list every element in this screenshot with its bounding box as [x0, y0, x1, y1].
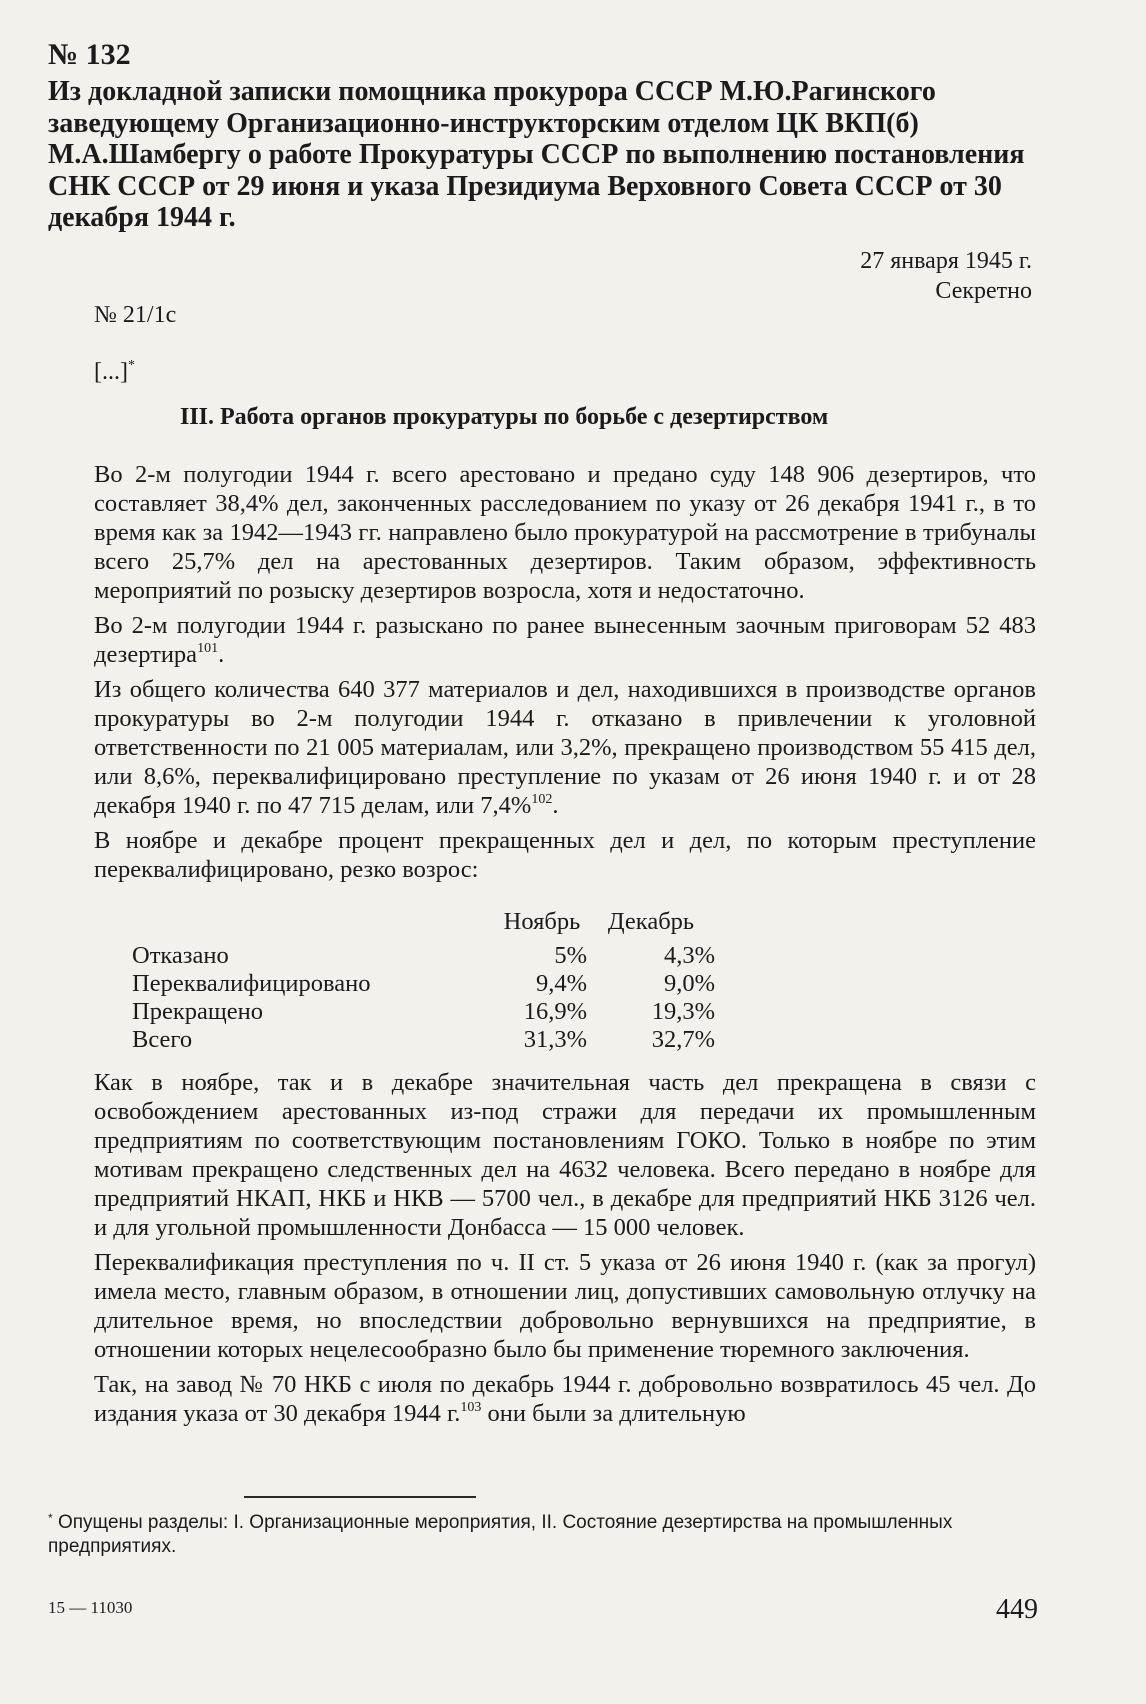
- paragraph: [94, 1370, 1036, 1428]
- document-date: 27 января 1945 г.: [860, 248, 1032, 274]
- value-december: 19,3%: [651, 998, 715, 1025]
- row-label: Отказано: [132, 942, 229, 969]
- footnote-mark: *: [48, 1511, 53, 1525]
- table-header-row: [132, 908, 715, 942]
- column-header-december: Декабрь: [607, 908, 695, 935]
- paragraph-text: Во 2-м полугодии 1944 г. всего арестовано и предано суду 148 906 дезертиров, что составляет 38,4% дел, законченных расследованием по указу от 26 декабря 1941 г., в то время как за 1942—1943 гг. направлено было прокуратурой на рассмотрение в трибуналы всего 25,7% дел на арестованных дезертиров. Таким образом, эффективность мероприятий по розыску дезертиров возросла, хотя и недостаточно.: [94, 461, 1036, 604]
- paragraph-text: Переквалификация преступления по ч. II ст. 5 указа от 26 июня 1940 г. (как за прогул) имела место, главным образом, в отношении лиц, допустивших самовольную отлучку на длительное время, но впоследствии добровольно вернувшихся на предприятие, в отношении которых нецелесообразно было бы применение тюремного заключения.: [94, 1249, 1036, 1363]
- printer-sheet-mark: 15 — 11030: [48, 1598, 133, 1617]
- paragraph-text: Так, на завод № 70 НКБ с июля по декабрь 1944 г. добровольно возвратилось 45 чел. До издания указа от 30 декабря 1944 г.: [94, 1371, 1036, 1427]
- document-number: № 132: [48, 38, 131, 71]
- paragraph: [94, 1068, 1036, 1242]
- value-november: 16,9%: [523, 998, 587, 1025]
- registration-number: № 21/1с: [94, 302, 177, 328]
- table-row: [132, 998, 715, 1026]
- body-text-bottom: [94, 1068, 1036, 1434]
- table-corner-cell: [132, 908, 497, 942]
- footnote-text: Опущены разделы: I. Организационные мероприятия, II. Состояние дезертирства на промышленных предприятиях.: [48, 1512, 953, 1557]
- footnote-divider: [244, 1496, 476, 1498]
- paragraph-tail: .: [218, 641, 225, 668]
- table-row: [132, 970, 715, 998]
- page-number: 449: [996, 1594, 1038, 1625]
- omission-footnote-mark: *: [127, 358, 135, 373]
- body-text-top: [94, 460, 1036, 890]
- footnote-reference: 103: [460, 1400, 482, 1415]
- paragraph-text: Как в ноябре, так и в декабре значительная часть дел прекращена в связи с освобождением арестованных из-под стражи для передачи их промышленным предприятиям по соответствующим постановлениям ГОКО. Только в ноябре по этим мотивам прекращено следственных дел на 4632 человека. Всего передано в ноябре для предприятий НКАП, НКБ и НКВ — 5700 чел., в декабре для предприятий НКБ 3126 чел. и для угольной промышленности Донбасса — 15 000 человек.: [94, 1069, 1036, 1241]
- value-november: 9,4%: [535, 970, 587, 997]
- paragraph: [94, 1248, 1036, 1364]
- column-header-november: Ноябрь: [503, 908, 581, 935]
- statistics-table: [132, 908, 715, 1054]
- document-title: Из докладной записки помощника прокурора СССР М.Ю.Рагинского заведующему Организационно-инструкторским отделом ЦК ВКП(б) М.А.Шамбергу о работе Прокуратуры СССР по выполнению постановления СНК СССР от 29 июня и указа Президиума Верховного Совета СССР от 30 декабря 1944 г.: [48, 76, 1025, 233]
- value-december: 9,0%: [663, 970, 715, 997]
- paragraph: [94, 675, 1036, 820]
- row-label: Переквалифицировано: [132, 970, 371, 997]
- footnote: [48, 1506, 1038, 1559]
- paragraph: [94, 460, 1036, 605]
- row-label: Прекращено: [132, 998, 263, 1025]
- value-december: 32,7%: [651, 1026, 715, 1053]
- paragraph-text: Из общего количества 640 377 материалов и дел, находившихся в производстве органов прокуратуры во 2-м полугодии 1944 г. отказано в привлечении к уголовной ответственности по 21 005 материалам, или 3,2%, прекращено производством 55 415 дел, или 8,6%, переквалифицировано преступление по указам от 26 июня 1940 г. и от 28 декабря 1940 г. по 47 715 делам, или 7,4%: [94, 676, 1036, 819]
- paragraph-tail: .: [552, 792, 559, 819]
- footnote-reference: 102: [531, 792, 553, 807]
- omission-marker: [94, 358, 135, 386]
- value-december: 4,3%: [663, 942, 715, 969]
- paragraph-text: Во 2-м полугодии 1944 г. разыскано по ранее вынесенным заочным приговорам 52 483 дезертира: [94, 612, 1036, 668]
- omission-text: [...]: [94, 359, 128, 385]
- footnote-reference: 101: [197, 641, 219, 656]
- table-row: [132, 942, 715, 970]
- value-november: 31,3%: [523, 1026, 587, 1053]
- paragraph-tail: они были за длительную: [481, 1400, 746, 1427]
- paragraph: [94, 826, 1036, 884]
- paragraph: [94, 611, 1036, 669]
- paragraph-text: В ноябре и декабре процент прекращенных дел и дел, по которым преступление переквалифицировано, резко возрос:: [94, 827, 1036, 883]
- secrecy-stamp: Секретно: [935, 278, 1032, 304]
- section-heading: III. Работа органов прокуратуры по борьбе с дезертирством: [180, 404, 829, 430]
- value-november: 5%: [554, 942, 587, 969]
- table-row: [132, 1026, 715, 1054]
- row-label: Всего: [132, 1026, 193, 1053]
